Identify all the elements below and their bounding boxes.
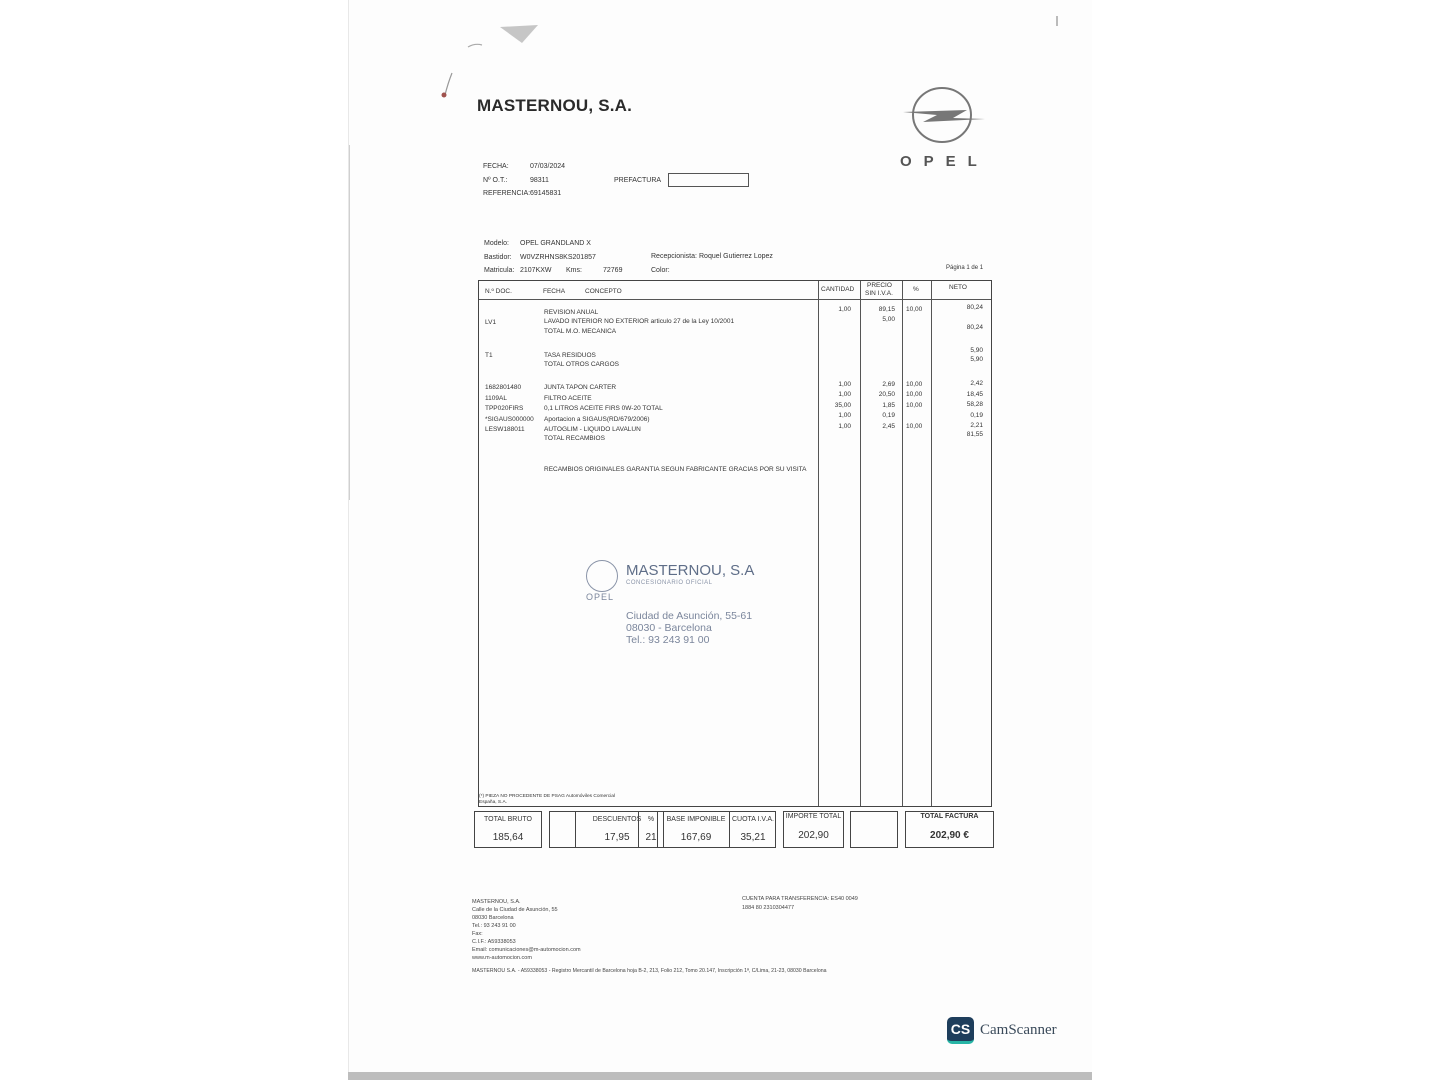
company-footer — [472, 898, 581, 962]
row-neto: 80,24 — [966, 324, 983, 331]
header-pct: % — [913, 286, 919, 293]
row-concepto: TOTAL M.O. MECANICA — [544, 328, 617, 335]
stamp-subtitle: CONCESIONARIO OFICIAL — [626, 580, 713, 586]
stamp-address-line-2: 08030 - Barcelona — [626, 622, 712, 634]
footer-line: MASTERNOU, S.A. — [472, 899, 521, 905]
row-doc: 1109AL — [485, 395, 507, 402]
row-precio: 1,85 — [882, 402, 895, 409]
col-divider — [931, 281, 932, 806]
prefactura-label: PREFACTURA — [614, 177, 662, 184]
header-divider — [479, 299, 991, 300]
row-precio: 5,00 — [882, 316, 895, 323]
ot-value: 98311 — [530, 177, 549, 184]
footer-line: Fax: — [472, 931, 483, 937]
referencia-label: REFERENCIA: — [483, 190, 531, 197]
recepcionista-label: Recepcionista: — [651, 253, 697, 260]
header-doc: N.º DOC. — [485, 288, 512, 295]
iva-box — [638, 811, 776, 848]
row-neto: 58,28 — [966, 401, 983, 408]
modelo-label: Modelo: — [484, 240, 509, 247]
importe-total-label: IMPORTE TOTAL — [785, 813, 842, 820]
invoice-lines-table — [478, 280, 992, 807]
scan-bottom-edge — [348, 1072, 1092, 1080]
row-precio: 89,15 — [878, 306, 895, 313]
row-concepto: FILTRO ACEITE — [544, 395, 592, 402]
row-neto: 2,42 — [970, 380, 983, 387]
bank-line-1: CUENTA PARA TRANSFERENCIA: ES40 0049 — [742, 896, 858, 902]
modelo-value: OPEL GRANDLAND X — [520, 240, 591, 247]
total-bruto-label: TOTAL BRUTO — [484, 816, 532, 823]
recepcionista-value: Roquel Gutierrez Lopez — [699, 253, 773, 260]
row-concepto: TASA RESIDUOS — [544, 352, 596, 359]
row-neto: 18,45 — [966, 391, 983, 398]
row-pct: 10,00 — [906, 381, 923, 388]
row-concepto: TOTAL RECAMBIOS — [544, 435, 605, 442]
matricula-label: Matricula: — [484, 267, 515, 274]
header-fecha: FECHA — [543, 288, 566, 295]
bastidor-value: W0VZRHNS8KS201857 — [520, 254, 596, 261]
footer-website: www.m-automocion.com — [472, 955, 532, 961]
cuota-iva-label: CUOTA I.V.A. — [731, 816, 774, 823]
row-precio: 0,19 — [882, 412, 895, 419]
footer-line: C.I.F.: A59338053 — [472, 939, 516, 945]
footer-line: 08030 Barcelona — [472, 915, 514, 921]
row-concepto: Aportacion a SIGAUS(RD/679/2006) — [544, 416, 650, 423]
stamp-phone: Tel.: 93 243 91 00 — [626, 634, 710, 646]
col-divider — [902, 281, 903, 806]
row-cantidad: 35,00 — [834, 402, 851, 409]
bank-details — [742, 895, 858, 913]
thank-you-note: RECAMBIOS ORIGINALES GARANTIA SEGUN FABRICANTE GRACIAS POR SU VISITA — [544, 466, 807, 473]
col-divider — [860, 281, 861, 806]
prefactura-box — [668, 173, 749, 187]
footnote-2: España, S.A. — [479, 800, 507, 805]
footer-email: Email: comunicaciones@m-automocion.com — [472, 947, 581, 953]
importe-total-box — [783, 811, 844, 848]
row-pct: 10,00 — [906, 391, 923, 398]
descuentos-label: DESCUENTOS — [592, 816, 642, 823]
row-precio: 20,50 — [878, 391, 895, 398]
row-concepto: AUTOGLIM - LIQUIDO LAVALUN — [544, 426, 641, 433]
row-doc: TPP020FIRS — [485, 405, 524, 412]
opel-wordmark: OPEL — [900, 153, 989, 170]
row-neto: 5,90 — [970, 347, 983, 354]
row-concepto: JUNTA TAPON CARTER — [544, 384, 617, 391]
row-cantidad: 1,00 — [838, 381, 851, 388]
total-bruto-box — [474, 811, 542, 848]
header-precio-sub: SIN I.V.A. — [865, 290, 893, 297]
row-pct: 10,00 — [906, 402, 923, 409]
row-doc: LESW188011 — [485, 426, 525, 433]
footnote: (*) PIEZA NO PROCEDENTE DE PSAG Automóviles Comercial — [479, 794, 615, 799]
footer-line: Calle de la Ciudad de Asunción, 55 — [472, 907, 558, 913]
iva-pct-label: % — [647, 816, 655, 823]
camscanner-text: CamScanner — [980, 1022, 1057, 1038]
base-imponible-value: 167,69 — [680, 832, 712, 843]
bastidor-label: Bastidor: — [484, 254, 512, 261]
row-precio: 2,45 — [882, 423, 895, 430]
header-precio: PRECIO — [867, 282, 892, 289]
stamp-brand: OPEL — [586, 592, 615, 602]
empty-totals-box — [850, 811, 898, 848]
scan-mark — [1056, 16, 1058, 26]
row-cantidad: 1,00 — [838, 306, 851, 313]
registry-line: MASTERNOU S.A. - A59338053 - Registro Mercantil de Barcelona hoja B-2, 213, Folio 212, Tomo 20.147, Inscripción 1ª, C/Lima, 21-23, 08030 Barcelona — [472, 968, 827, 974]
row-neto: 0,19 — [970, 412, 983, 419]
opel-logo — [895, 85, 990, 175]
kms-label: Kms: — [566, 267, 582, 274]
row-neto: 5,90 — [970, 356, 983, 363]
staple-smudge-icon — [440, 25, 540, 100]
row-doc: LV1 — [485, 319, 497, 326]
ot-label: Nº O.T.: — [483, 177, 508, 184]
row-precio: 2,69 — [882, 381, 895, 388]
row-neto: 81,55 — [966, 431, 983, 438]
camscanner-logo-icon: CS — [947, 1017, 974, 1044]
color-label: Color: — [651, 267, 670, 274]
row-doc: T1 — [485, 352, 493, 359]
row-doc: 1682801480 — [485, 384, 522, 391]
total-bruto-value: 185,64 — [492, 832, 524, 843]
camscanner-watermark — [947, 1017, 1057, 1044]
importe-total-value: 202,90 — [798, 830, 829, 841]
matricula-value: 2107KXW — [520, 267, 552, 274]
total-factura-value: 202,90 € — [930, 830, 969, 841]
row-cantidad: 1,00 — [838, 423, 851, 430]
row-concepto: LAVADO INTERIOR NO EXTERIOR articulo 27 de la Ley 10/2001 — [544, 318, 735, 325]
kms-value: 72769 — [603, 267, 623, 274]
row-concepto: REVISION ANUAL — [544, 309, 599, 316]
row-neto: 2,21 — [970, 422, 983, 429]
opel-stamp-icon — [586, 560, 618, 592]
page-number: Página 1 de 1 — [946, 265, 984, 271]
company-stamp — [584, 558, 774, 650]
total-factura-label: TOTAL FACTURA — [920, 813, 979, 820]
opel-blitz-icon — [895, 85, 990, 150]
row-pct: 10,00 — [906, 306, 923, 313]
cuota-iva-value: 35,21 — [740, 832, 766, 843]
header-cantidad: CANTIDAD — [821, 286, 855, 293]
row-doc: *SIGAUS000000 — [485, 416, 534, 423]
row-concepto: TOTAL OTROS CARGOS — [544, 361, 620, 368]
row-cantidad: 1,00 — [838, 391, 851, 398]
header-concepto: CONCEPTO — [585, 288, 622, 295]
total-factura-box — [905, 811, 994, 848]
referencia-value: 69145831 — [530, 190, 562, 197]
page-edge-line — [349, 145, 350, 500]
col-divider — [818, 281, 819, 806]
header-neto: NETO — [949, 284, 967, 291]
stamp-address — [626, 610, 752, 646]
footer-line: Tel.: 93 243 91 00 — [472, 923, 516, 929]
row-concepto: 0,1 LITROS ACEITE FIRS 0W-20 TOTAL — [544, 405, 663, 412]
fecha-value: 07/03/2024 — [530, 163, 566, 170]
base-imponible-label: BASE IMPONIBLE — [666, 816, 726, 823]
descuentos-value: 17,95 — [604, 832, 630, 843]
row-neto: 80,24 — [966, 304, 983, 311]
stamp-address-line-1: Ciudad de Asunción, 55-61 — [626, 610, 753, 622]
fecha-label: FECHA: — [483, 163, 509, 170]
iva-pct-value: 21 — [645, 832, 657, 843]
company-title: MASTERNOU, S.A. — [477, 96, 633, 115]
bank-line-2: 1884 80 2310304477 — [742, 905, 794, 911]
row-cantidad: 1,00 — [838, 412, 851, 419]
row-pct: 10,00 — [906, 423, 923, 430]
stamp-title: MASTERNOU, S.A — [626, 562, 755, 579]
